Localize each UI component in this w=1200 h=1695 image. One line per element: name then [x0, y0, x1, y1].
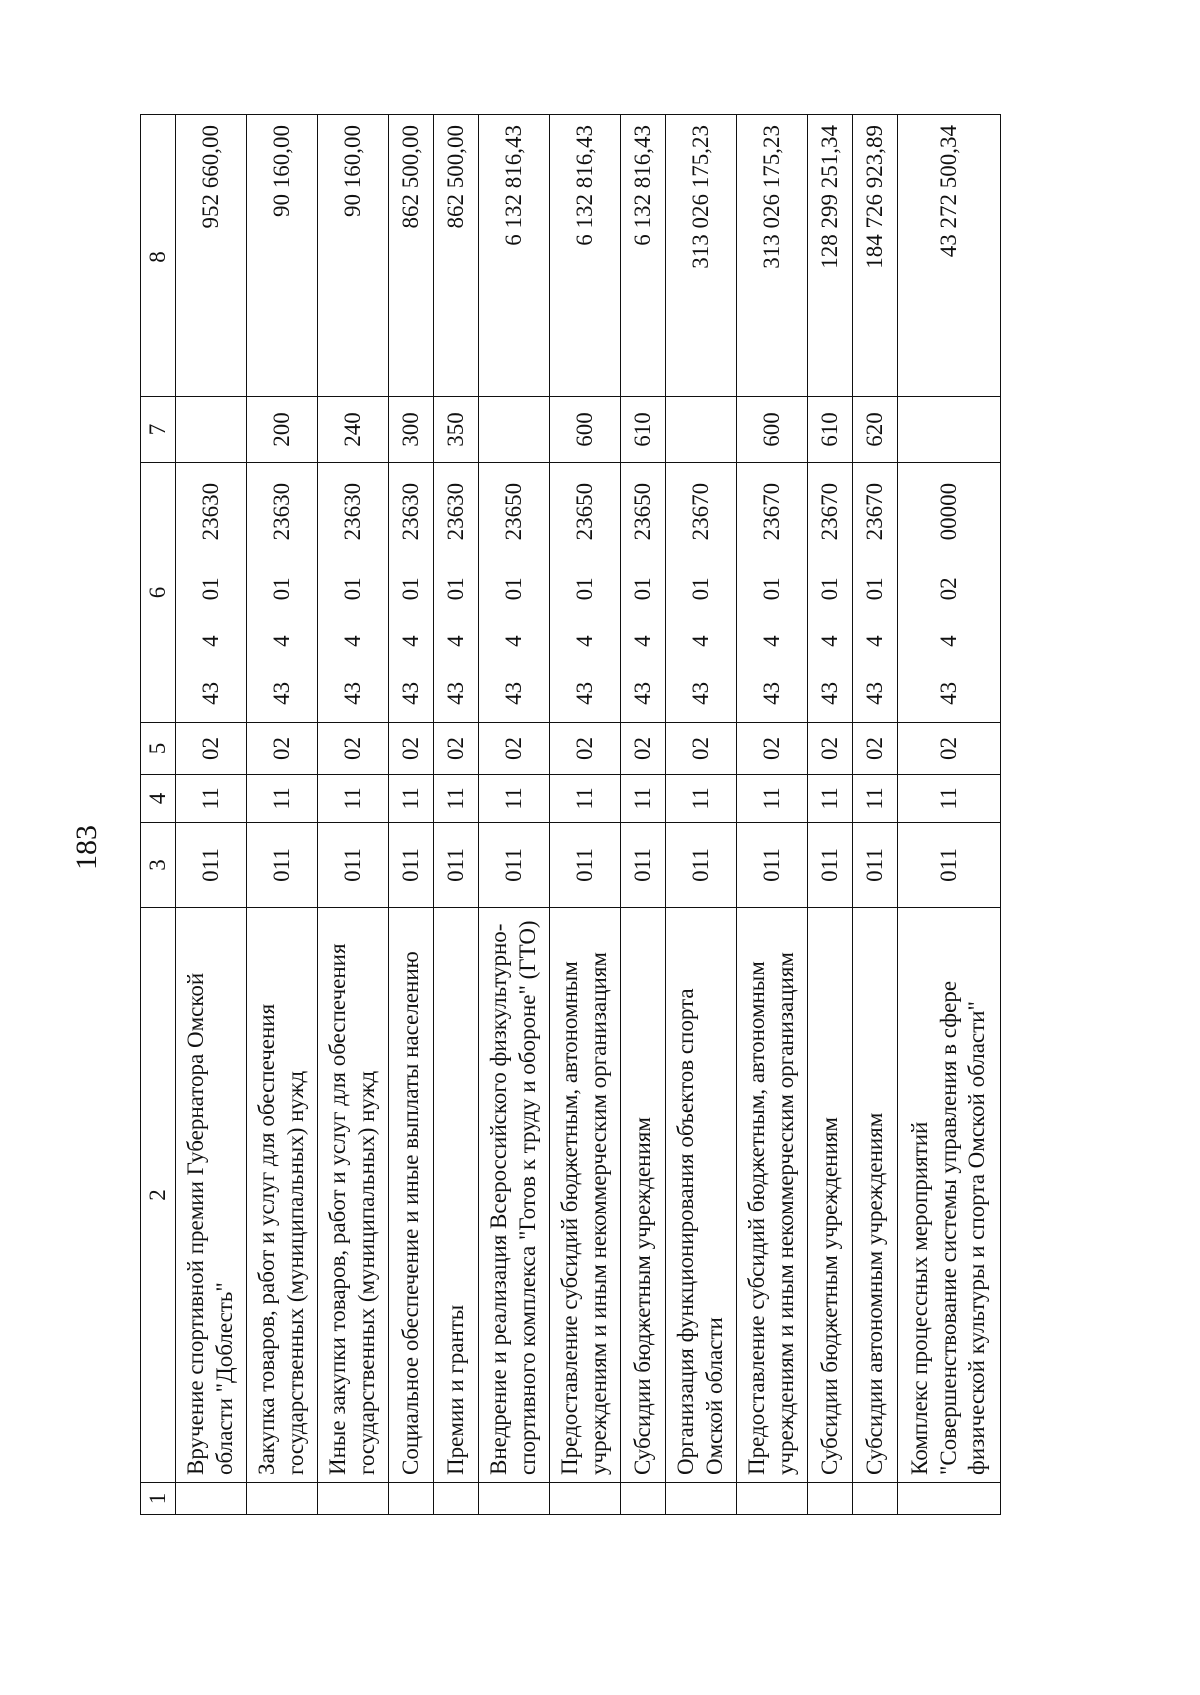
target-article-code — [861, 463, 890, 722]
expense-type-cell — [666, 397, 737, 463]
amount-cell: 184 726 923,89 — [853, 115, 898, 397]
target-article-cell — [737, 463, 808, 723]
row-number-cell — [666, 1483, 737, 1515]
direction-code: 23670 — [687, 482, 713, 541]
table-row — [853, 115, 898, 1515]
ministry-code-cell: 011 — [479, 823, 550, 908]
event-code: 02 — [935, 577, 961, 601]
table-row — [434, 115, 479, 1515]
subsection-code-cell: 02 — [176, 723, 247, 775]
table-row — [247, 115, 318, 1515]
program-code: 43 — [935, 681, 961, 705]
table-row — [318, 115, 389, 1515]
subprogram-code: 4 — [500, 635, 526, 647]
section-code-cell: 11 — [808, 775, 853, 823]
subsection-code-cell: 02 — [737, 723, 808, 775]
table-row — [389, 115, 434, 1515]
direction-code: 23630 — [339, 482, 365, 541]
target-article-code — [629, 463, 658, 722]
target-article-cell — [853, 463, 898, 723]
expense-name-cell: Вручение спортивной премии Губернатора Омской области "Доблесть" — [176, 908, 247, 1483]
expense-name-cell: Социальное обеспечение и иные выплаты населению — [389, 908, 434, 1483]
amount-cell: 313 026 175,23 — [737, 115, 808, 397]
target-article-cell — [434, 463, 479, 723]
target-article-code — [268, 463, 297, 722]
expense-type-cell: 350 — [434, 397, 479, 463]
row-number-cell — [247, 1483, 318, 1515]
target-article-cell — [318, 463, 389, 723]
expense-type-cell: 610 — [808, 397, 853, 463]
header-col-1: 1 — [141, 1483, 176, 1515]
section-code-cell: 11 — [666, 775, 737, 823]
row-number-cell — [389, 1483, 434, 1515]
budget-table — [140, 114, 1001, 1515]
page-number: 183 — [70, 825, 103, 870]
section-code-cell: 11 — [389, 775, 434, 823]
program-code: 43 — [500, 681, 526, 705]
table-row — [621, 115, 666, 1515]
target-article-code — [397, 463, 426, 722]
subsection-code-cell: 02 — [666, 723, 737, 775]
row-number-cell — [898, 1483, 1001, 1515]
ministry-code-cell: 011 — [621, 823, 666, 908]
expense-type-cell: 620 — [853, 397, 898, 463]
expense-name-cell: Комплекс процессных мероприятий "Совершенствование системы управления в сфере физической культуры и спорта Омской области" — [898, 908, 1001, 1483]
event-code: 01 — [861, 577, 887, 601]
section-code-cell: 11 — [550, 775, 621, 823]
header-col-6: 6 — [141, 463, 176, 723]
ministry-code-cell: 011 — [898, 823, 1001, 908]
subsection-code-cell: 02 — [318, 723, 389, 775]
program-code: 43 — [758, 681, 784, 705]
target-article-cell — [898, 463, 1001, 723]
program-code: 43 — [861, 681, 887, 705]
direction-code: 23670 — [861, 482, 887, 541]
target-article-code — [758, 463, 787, 722]
amount-cell: 6 132 816,43 — [621, 115, 666, 397]
amount-cell: 952 660,00 — [176, 115, 247, 397]
expense-name-cell: Предоставление субсидий бюджетным, автономным учреждениям и иным некоммерческим организациям — [550, 908, 621, 1483]
subsection-code-cell: 02 — [434, 723, 479, 775]
target-article-cell — [389, 463, 434, 723]
section-code-cell: 11 — [479, 775, 550, 823]
subprogram-code: 4 — [758, 635, 784, 647]
direction-code: 23630 — [397, 482, 423, 541]
subprogram-code: 4 — [629, 635, 655, 647]
row-number-cell — [176, 1483, 247, 1515]
event-code: 01 — [816, 577, 842, 601]
subsection-code-cell: 02 — [389, 723, 434, 775]
direction-code: 23650 — [629, 482, 655, 541]
target-article-code — [442, 463, 471, 722]
amount-cell: 862 500,00 — [389, 115, 434, 397]
amount-cell: 90 160,00 — [247, 115, 318, 397]
table-row — [479, 115, 550, 1515]
amount-cell: 6 132 816,43 — [479, 115, 550, 397]
direction-code: 23670 — [758, 482, 784, 541]
section-code-cell: 11 — [176, 775, 247, 823]
subsection-code-cell: 02 — [550, 723, 621, 775]
target-article-cell — [247, 463, 318, 723]
table-row — [176, 115, 247, 1515]
column-number-header-row — [141, 115, 176, 1515]
subprogram-code: 4 — [687, 635, 713, 647]
event-code: 01 — [268, 577, 294, 601]
row-number-cell — [621, 1483, 666, 1515]
expense-type-cell — [176, 397, 247, 463]
ministry-code-cell: 011 — [808, 823, 853, 908]
program-code: 43 — [197, 681, 223, 705]
expense-type-cell: 600 — [737, 397, 808, 463]
section-code-cell: 11 — [247, 775, 318, 823]
amount-cell: 313 026 175,23 — [666, 115, 737, 397]
event-code: 01 — [339, 577, 365, 601]
expense-name-cell: Закупка товаров, работ и услуг для обеспечения государственных (муниципальных) нужд — [247, 908, 318, 1483]
table-row — [666, 115, 737, 1515]
amount-cell: 90 160,00 — [318, 115, 389, 397]
row-number-cell — [737, 1483, 808, 1515]
ministry-code-cell: 011 — [434, 823, 479, 908]
expense-type-cell: 200 — [247, 397, 318, 463]
subprogram-code: 4 — [442, 635, 468, 647]
event-code: 01 — [629, 577, 655, 601]
table-body — [176, 115, 1001, 1515]
subprogram-code: 4 — [571, 635, 597, 647]
subprogram-code: 4 — [935, 635, 961, 647]
program-code: 43 — [687, 681, 713, 705]
row-number-cell — [808, 1483, 853, 1515]
event-code: 01 — [397, 577, 423, 601]
program-code: 43 — [629, 681, 655, 705]
target-article-code — [197, 463, 226, 722]
ministry-code-cell: 011 — [666, 823, 737, 908]
target-article-code — [935, 463, 964, 722]
table-row — [898, 115, 1001, 1515]
subsection-code-cell: 02 — [808, 723, 853, 775]
row-number-cell — [853, 1483, 898, 1515]
target-article-cell — [479, 463, 550, 723]
subprogram-code: 4 — [197, 635, 223, 647]
expense-type-cell — [479, 397, 550, 463]
program-code: 43 — [571, 681, 597, 705]
target-article-code — [571, 463, 600, 722]
subprogram-code: 4 — [339, 635, 365, 647]
amount-cell: 862 500,00 — [434, 115, 479, 397]
ministry-code-cell: 011 — [389, 823, 434, 908]
target-article-cell — [176, 463, 247, 723]
ministry-code-cell: 011 — [737, 823, 808, 908]
expense-name-cell: Премии и гранты — [434, 908, 479, 1483]
program-code: 43 — [816, 681, 842, 705]
amount-cell: 43 272 500,34 — [898, 115, 1001, 397]
subsection-code-cell: 02 — [621, 723, 666, 775]
target-article-code — [339, 463, 368, 722]
subsection-code-cell: 02 — [479, 723, 550, 775]
target-article-cell — [808, 463, 853, 723]
direction-code: 00000 — [935, 482, 961, 541]
target-article-code — [687, 463, 716, 722]
subsection-code-cell: 02 — [853, 723, 898, 775]
expense-name-cell: Иные закупки товаров, работ и услуг для обеспечения государственных (муниципальных) нужд — [318, 908, 389, 1483]
event-code: 01 — [197, 577, 223, 601]
direction-code: 23630 — [442, 482, 468, 541]
direction-code: 23650 — [500, 482, 526, 541]
row-number-cell — [434, 1483, 479, 1515]
event-code: 01 — [571, 577, 597, 601]
program-code: 43 — [268, 681, 294, 705]
event-code: 01 — [442, 577, 468, 601]
event-code: 01 — [758, 577, 784, 601]
section-code-cell: 11 — [621, 775, 666, 823]
subsection-code-cell: 02 — [247, 723, 318, 775]
expense-name-cell: Внедрение и реализация Всероссийского физкультурно-спортивного комплекса "Готов к труду и обороне" (ГТО) — [479, 908, 550, 1483]
program-code: 43 — [442, 681, 468, 705]
table-row — [808, 115, 853, 1515]
ministry-code-cell: 011 — [247, 823, 318, 908]
subprogram-code: 4 — [268, 635, 294, 647]
direction-code: 23630 — [268, 482, 294, 541]
section-code-cell: 11 — [434, 775, 479, 823]
header-col-8: 8 — [141, 115, 176, 397]
target-article-cell — [666, 463, 737, 723]
table-row — [550, 115, 621, 1515]
table-row — [737, 115, 808, 1515]
expense-name-cell: Предоставление субсидий бюджетным, автономным учреждениям и иным некоммерческим организациям — [737, 908, 808, 1483]
expense-name-cell: Субсидии автономным учреждениям — [853, 908, 898, 1483]
program-code: 43 — [339, 681, 365, 705]
amount-cell: 6 132 816,43 — [550, 115, 621, 397]
header-col-5: 5 — [141, 723, 176, 775]
subprogram-code: 4 — [861, 635, 887, 647]
section-code-cell: 11 — [737, 775, 808, 823]
header-col-7: 7 — [141, 397, 176, 463]
subprogram-code: 4 — [816, 635, 842, 647]
row-number-cell — [318, 1483, 389, 1515]
row-number-cell — [550, 1483, 621, 1515]
subprogram-code: 4 — [397, 635, 423, 647]
expense-name-cell: Субсидии бюджетным учреждениям — [808, 908, 853, 1483]
expense-type-cell: 300 — [389, 397, 434, 463]
ministry-code-cell: 011 — [550, 823, 621, 908]
section-code-cell: 11 — [898, 775, 1001, 823]
expense-type-cell: 240 — [318, 397, 389, 463]
target-article-code — [816, 463, 845, 722]
target-article-code — [500, 463, 529, 722]
expense-name-cell: Организация функционирования объектов спорта Омской области — [666, 908, 737, 1483]
program-code: 43 — [397, 681, 423, 705]
target-article-cell — [550, 463, 621, 723]
header-col-3: 3 — [141, 823, 176, 908]
section-code-cell: 11 — [853, 775, 898, 823]
event-code: 01 — [500, 577, 526, 601]
expense-type-cell: 610 — [621, 397, 666, 463]
subsection-code-cell: 02 — [898, 723, 1001, 775]
target-article-cell — [621, 463, 666, 723]
direction-code: 23670 — [816, 482, 842, 541]
ministry-code-cell: 011 — [853, 823, 898, 908]
header-col-2: 2 — [141, 908, 176, 1483]
ministry-code-cell: 011 — [176, 823, 247, 908]
expense-name-cell: Субсидии бюджетным учреждениям — [621, 908, 666, 1483]
section-code-cell: 11 — [318, 775, 389, 823]
event-code: 01 — [687, 577, 713, 601]
direction-code: 23630 — [197, 482, 223, 541]
row-number-cell — [479, 1483, 550, 1515]
direction-code: 23650 — [571, 482, 597, 541]
ministry-code-cell: 011 — [318, 823, 389, 908]
expense-type-cell — [898, 397, 1001, 463]
amount-cell: 128 299 251,34 — [808, 115, 853, 397]
header-col-4: 4 — [141, 775, 176, 823]
expense-type-cell: 600 — [550, 397, 621, 463]
